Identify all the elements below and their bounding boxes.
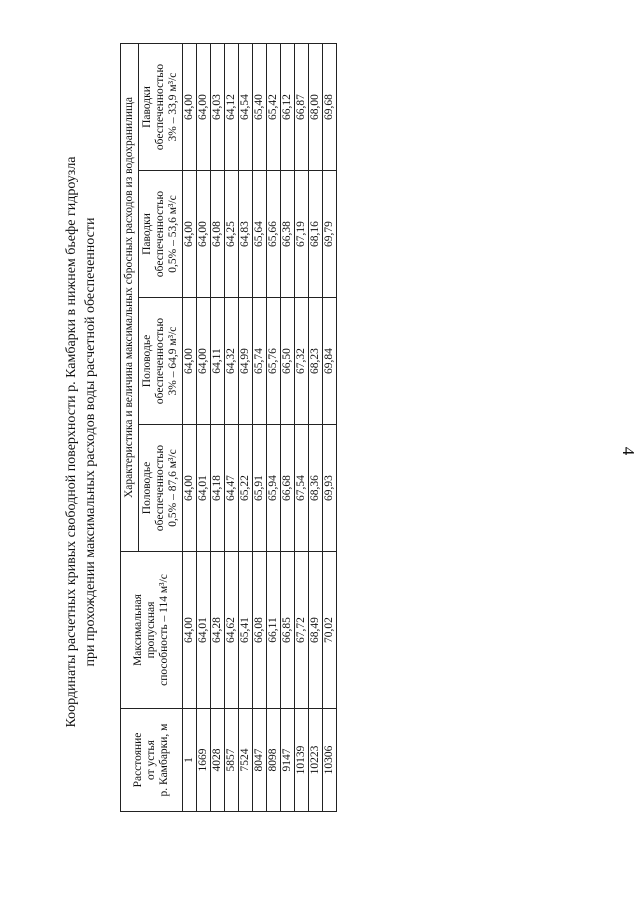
table-cell: 7524 [239, 709, 253, 812]
table-cell: 4028 [211, 709, 225, 812]
table-cell: 65,42 [267, 44, 281, 171]
table-cell: 66,38 [281, 171, 295, 298]
table-cell: 64,00 [197, 44, 211, 171]
table-row [267, 44, 281, 812]
table-cell: 64,01 [197, 552, 211, 709]
table-row [225, 44, 239, 812]
table-cell: 66,11 [267, 552, 281, 709]
table-row [183, 44, 197, 812]
table-cell: 65,66 [267, 171, 281, 298]
table-cell: 65,94 [267, 425, 281, 552]
table-cell: 69,68 [323, 44, 337, 171]
table-cell: 68,16 [309, 171, 323, 298]
table-cell: 69,93 [323, 425, 337, 552]
table-cell: 64,00 [197, 298, 211, 425]
header-freshet-3: Паводки обеспеченностью 3% – 33,9 м³/с [139, 44, 183, 171]
table-cell: 70,02 [323, 552, 337, 709]
table-cell: 64,99 [239, 298, 253, 425]
header-group-discharges: Характеристика и величина максимальных сбросных расходов из водохранилища [121, 44, 139, 552]
table-cell: 68,00 [309, 44, 323, 171]
table-cell: 64,00 [183, 298, 197, 425]
table-cell: 8047 [253, 709, 267, 812]
table-cell: 1669 [197, 709, 211, 812]
table-cell: 64,18 [211, 425, 225, 552]
table-cell: 64,00 [183, 425, 197, 552]
table-cell: 64,08 [211, 171, 225, 298]
table-cell: 68,36 [309, 425, 323, 552]
table-cell: 65,64 [253, 171, 267, 298]
table-cell: 65,74 [253, 298, 267, 425]
table-cell: 69,79 [323, 171, 337, 298]
table-cell: 64,25 [225, 171, 239, 298]
title-line-1: Координаты расчетных кривых свободной поверхности р. Камбарки в нижнем бьефе гидроузла [64, 156, 79, 728]
table-row [211, 44, 225, 812]
table-cell: 9147 [281, 709, 295, 812]
table-row [239, 44, 253, 812]
table-cell: 64,32 [225, 298, 239, 425]
table-row [253, 44, 267, 812]
table-row [295, 44, 309, 812]
header-max-capacity: Максимальная пропускная способность – 114 м³/с [121, 552, 183, 709]
table-row [309, 44, 323, 812]
table-cell: 65,91 [253, 425, 267, 552]
table-cell: 64,03 [211, 44, 225, 171]
table-cell: 64,00 [197, 171, 211, 298]
header-freshet-0-5: Паводки обеспеченностью 0,5% – 53,6 м³/с [139, 171, 183, 298]
table-cell: 65,22 [239, 425, 253, 552]
header-row-1 [121, 44, 139, 812]
table-row [323, 44, 337, 812]
table-cell: 68,23 [309, 298, 323, 425]
table-row [281, 44, 295, 812]
table-cell: 68,49 [309, 552, 323, 709]
table-cell: 64,00 [183, 171, 197, 298]
title-line-2: при прохождении максимальных расходов воды расчетной обеспеченности [83, 217, 98, 667]
table-cell: 10306 [323, 709, 337, 812]
table-cell: 66,85 [281, 552, 295, 709]
table-cell: 65,76 [267, 298, 281, 425]
water-surface-table [120, 43, 337, 812]
table-cell: 64,47 [225, 425, 239, 552]
table-cell: 64,62 [225, 552, 239, 709]
table-cell: 67,72 [295, 552, 309, 709]
page-number: 4 [619, 446, 638, 456]
table-cell: 10223 [309, 709, 323, 812]
table-cell: 69,84 [323, 298, 337, 425]
table-cell: 65,40 [253, 44, 267, 171]
table-cell: 67,54 [295, 425, 309, 552]
header-distance: Расстояние от устья р. Камбарки, м [121, 709, 183, 812]
table-cell: 65,41 [239, 552, 253, 709]
table-cell: 1 [183, 709, 197, 812]
table-cell: 64,54 [239, 44, 253, 171]
table-cell: 66,68 [281, 425, 295, 552]
table-cell: 66,08 [253, 552, 267, 709]
table-body [183, 44, 337, 812]
table-cell: 64,00 [183, 552, 197, 709]
table-cell: 66,12 [281, 44, 295, 171]
table-cell: 10139 [295, 709, 309, 812]
table-cell: 64,83 [239, 171, 253, 298]
table-row [197, 44, 211, 812]
table-cell: 66,50 [281, 298, 295, 425]
table-cell: 64,28 [211, 552, 225, 709]
header-flood-0-5: Половодье обеспеченностью 0,5% – 87,6 м³/с [139, 425, 183, 552]
table-cell: 66,87 [295, 44, 309, 171]
table-cell: 8098 [267, 709, 281, 812]
table-cell: 64,00 [183, 44, 197, 171]
table-cell: 64,11 [211, 298, 225, 425]
table-cell: 67,19 [295, 171, 309, 298]
table-cell: 5857 [225, 709, 239, 812]
header-flood-3: Половодье обеспеченностью 3% – 64,9 м³/с [139, 298, 183, 425]
table-cell: 64,12 [225, 44, 239, 171]
table-cell: 64,01 [197, 425, 211, 552]
table-cell: 67,32 [295, 298, 309, 425]
document-title [62, 82, 100, 802]
